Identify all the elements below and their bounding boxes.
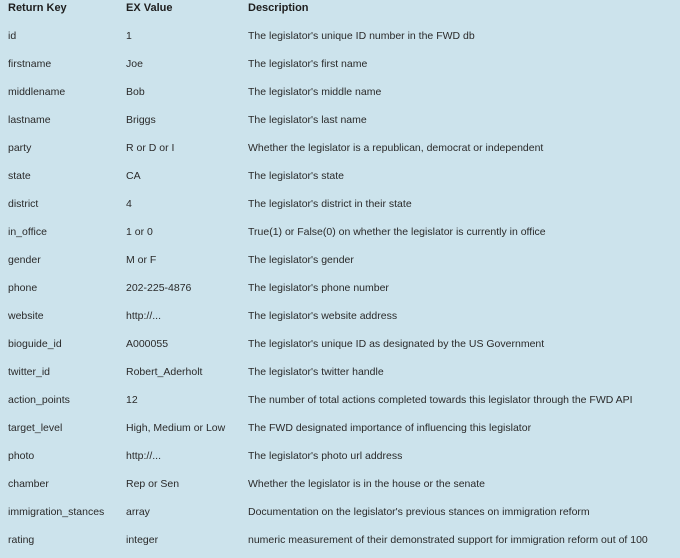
table-row (0, 22, 680, 50)
cell-ex-value: Joe (126, 58, 143, 70)
cell-ex-value: http://... (126, 450, 162, 462)
cell-description: numeric measurement of their demonstrated support for immigration reform out of 100 (248, 534, 648, 546)
cell-ex-value: Bob (126, 86, 145, 98)
cell-description: The legislator's last name (248, 114, 367, 126)
header-ex-value: EX Value (126, 2, 173, 14)
cell-return-key: twitter_id (8, 366, 51, 378)
cell-return-key: state (8, 170, 31, 182)
cell-description: The legislator's website address (248, 310, 398, 322)
cell-return-key: chamber (8, 478, 49, 490)
table-row (0, 134, 680, 162)
cell-ex-value: 4 (126, 198, 132, 210)
table-row (0, 162, 680, 190)
table-row (0, 218, 680, 246)
header-return-key: Return Key (8, 2, 67, 14)
table-header (0, 0, 680, 22)
cell-ex-value: 1 or 0 (126, 226, 153, 238)
cell-ex-value: R or D or I (126, 142, 175, 154)
cell-description: The legislator's unique ID as designated by the US Government (248, 338, 545, 350)
table-row (0, 526, 680, 554)
cell-return-key: id (8, 30, 17, 42)
cell-description: Whether the legislator is a republican, democrat or independent (248, 142, 544, 154)
table-row (0, 358, 680, 386)
table-row (0, 386, 680, 414)
cell-return-key: middlename (8, 86, 66, 98)
cell-return-key: bioguide_id (8, 338, 62, 350)
cell-description: The legislator's photo url address (248, 450, 403, 462)
table-row (0, 302, 680, 330)
cell-description: The legislator's middle name (248, 86, 382, 98)
table-row (0, 498, 680, 526)
cell-return-key: district (8, 198, 39, 210)
cell-return-key: party (8, 142, 32, 154)
cell-return-key: photo (8, 450, 35, 462)
cell-description: The FWD designated importance of influencing this legislator (248, 422, 532, 434)
cell-ex-value: 1 (126, 30, 132, 42)
cell-return-key: in_office (8, 226, 47, 238)
cell-description: True(1) or False(0) on whether the legislator is currently in office (248, 226, 546, 238)
cell-ex-value: 12 (126, 394, 138, 406)
cell-return-key: firstname (8, 58, 52, 70)
cell-ex-value: Briggs (126, 114, 156, 126)
table-row (0, 106, 680, 134)
cell-return-key: lastname (8, 114, 51, 126)
table-row (0, 274, 680, 302)
cell-description: The legislator's state (248, 170, 344, 182)
cell-ex-value: array (126, 506, 150, 518)
table-row (0, 330, 680, 358)
table-row (0, 50, 680, 78)
table-row (0, 470, 680, 498)
cell-ex-value: High, Medium or Low (126, 422, 226, 434)
cell-ex-value: Robert_Aderholt (126, 366, 203, 378)
header-description: Description (248, 2, 309, 14)
cell-ex-value: A000055 (126, 338, 169, 350)
table-row (0, 190, 680, 218)
cell-description: The legislator's phone number (248, 282, 389, 294)
cell-return-key: target_level (8, 422, 63, 434)
cell-description: The legislator's twitter handle (248, 366, 384, 378)
cell-ex-value: CA (126, 170, 141, 182)
cell-return-key: gender (8, 254, 41, 266)
table-row (0, 442, 680, 470)
cell-description: The legislator's district in their state (248, 198, 412, 210)
cell-return-key: action_points (8, 394, 70, 406)
cell-return-key: website (8, 310, 44, 322)
cell-description: Whether the legislator is in the house or the senate (248, 478, 485, 490)
table-row (0, 414, 680, 442)
cell-description: The legislator's first name (248, 58, 368, 70)
cell-ex-value: 202-225-4876 (126, 282, 192, 294)
cell-ex-value: Rep or Sen (126, 478, 180, 490)
table-row (0, 78, 680, 106)
cell-return-key: immigration_stances (8, 506, 105, 518)
cell-description: The legislator's unique ID number in the FWD db (248, 30, 475, 42)
cell-ex-value: M or F (126, 254, 157, 266)
cell-ex-value: http://... (126, 310, 162, 322)
cell-description: Documentation on the legislator's previous stances on immigration reform (248, 506, 590, 518)
cell-description: The legislator's gender (248, 254, 354, 266)
cell-ex-value: integer (126, 534, 159, 546)
cell-return-key: phone (8, 282, 38, 294)
cell-description: The number of total actions completed towards this legislator through the FWD API (248, 394, 633, 406)
cell-return-key: rating (8, 534, 35, 546)
table-row (0, 246, 680, 274)
